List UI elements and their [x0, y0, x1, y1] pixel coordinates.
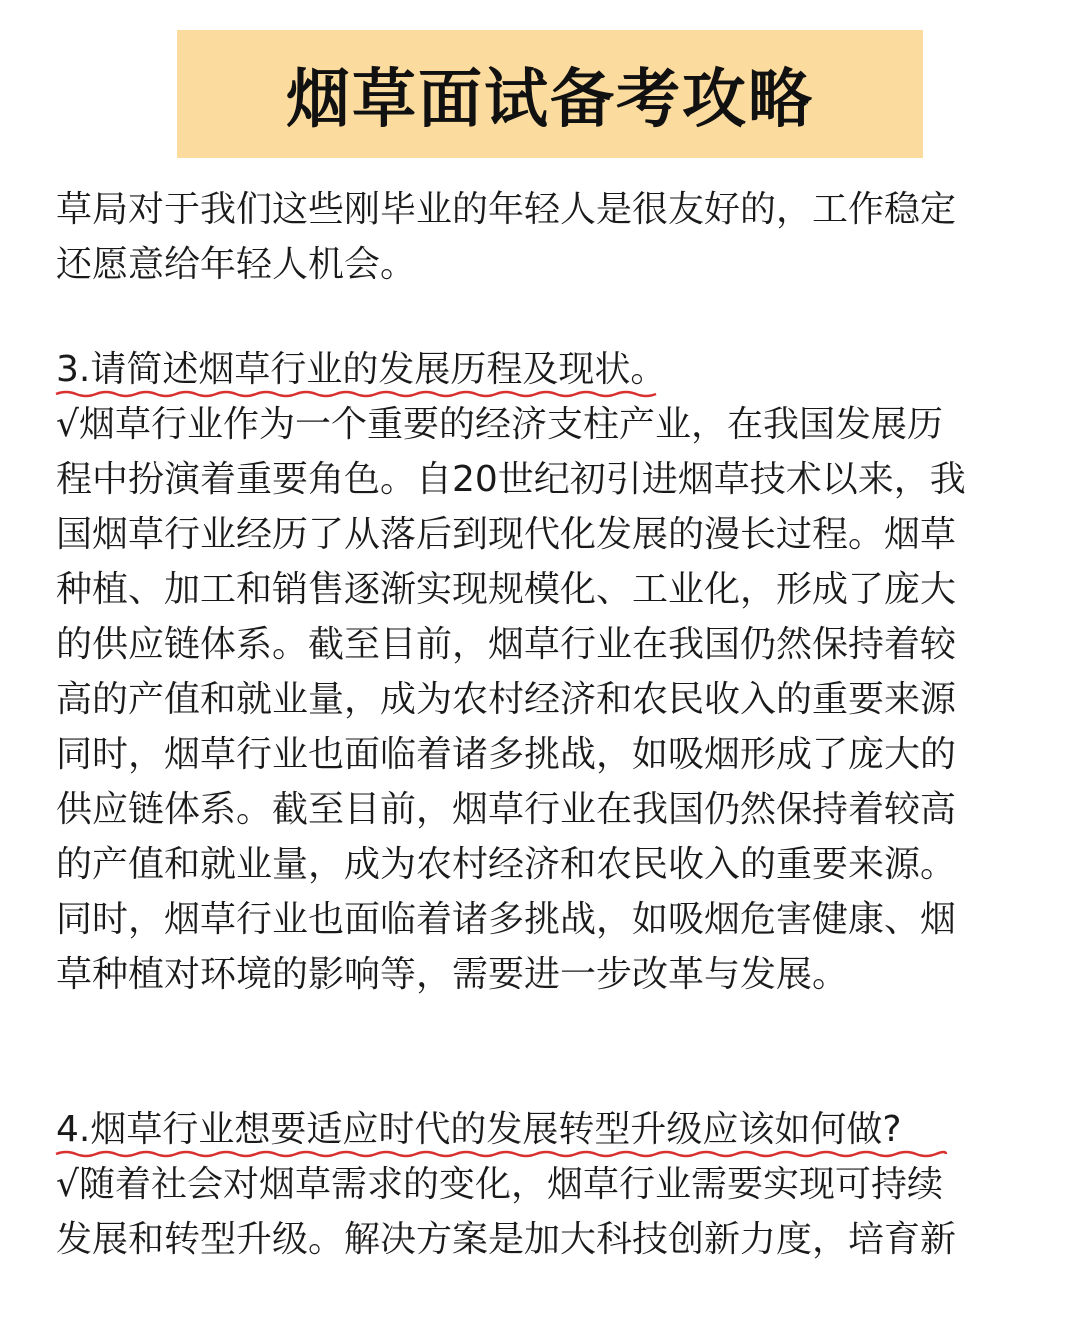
question-4-label: 4.烟草行业想要适应时代的发展转型升级应该如何做?	[56, 1109, 902, 1150]
answer-3-line: 高的产值和就业量，成为农村经济和农民收入的重要来源	[56, 679, 957, 720]
answer-3-line: 的产值和就业量，成为农村经济和农民收入的重要来源。	[56, 844, 957, 885]
question-4-heading	[56, 1102, 1026, 1157]
article-body	[56, 182, 1026, 1267]
question-4-block	[56, 1102, 1026, 1267]
answer-3-line: 的供应链体系。截至目前，烟草行业在我国仍然保持着较	[56, 624, 957, 665]
answer-3-line: 种植、加工和销售逐渐实现规模化、工业化，形成了庞大	[56, 569, 957, 610]
answer-3-line: 同时，烟草行业也面临着诸多挑战，如吸烟形成了庞大的	[56, 734, 957, 775]
question-3-label: 3.请简述烟草行业的发展历程及现状。	[56, 349, 667, 390]
question-4-text	[56, 1102, 901, 1157]
intro-paragraph	[56, 182, 1026, 292]
answer-3-line: 草种植对环境的影响等，需要进一步改革与发展。	[56, 954, 849, 995]
question-3-heading	[56, 342, 1026, 397]
answer-3-line: 同时，烟草行业也面临着诸多挑战，如吸烟危害健康、烟	[56, 899, 957, 940]
intro-line: 草局对于我们这些刚毕业的年轻人是很友好的，工作稳定	[56, 189, 957, 230]
answer-3-line: 程中扮演着重要角色。自20世纪初引进烟草技术以来，我	[56, 459, 966, 500]
answer-4-line: 发展和转型升级。解决方案是加大科技创新力度，培育新	[56, 1219, 957, 1260]
answer-3-line: √烟草行业作为一个重要的经济支柱产业，在我国发展历	[56, 404, 943, 445]
wavy-underline-decoration	[56, 1149, 946, 1159]
title-banner	[177, 30, 923, 158]
intro-line: 还愿意给年轻人机会。	[56, 244, 417, 285]
answer-3-line: 供应链体系。截至目前，烟草行业在我国仍然保持着较高	[56, 789, 957, 830]
question-3-block	[56, 342, 1026, 1002]
answer-3-line: 国烟草行业经历了从落后到现代化发展的漫长过程。烟草	[56, 514, 957, 555]
wavy-underline-decoration	[56, 389, 656, 399]
question-3-text	[56, 342, 666, 397]
page-title: 烟草面试备考攻略	[286, 63, 814, 137]
answer-4-line: √随着社会对烟草需求的变化，烟草行业需要实现可持续	[56, 1164, 943, 1205]
